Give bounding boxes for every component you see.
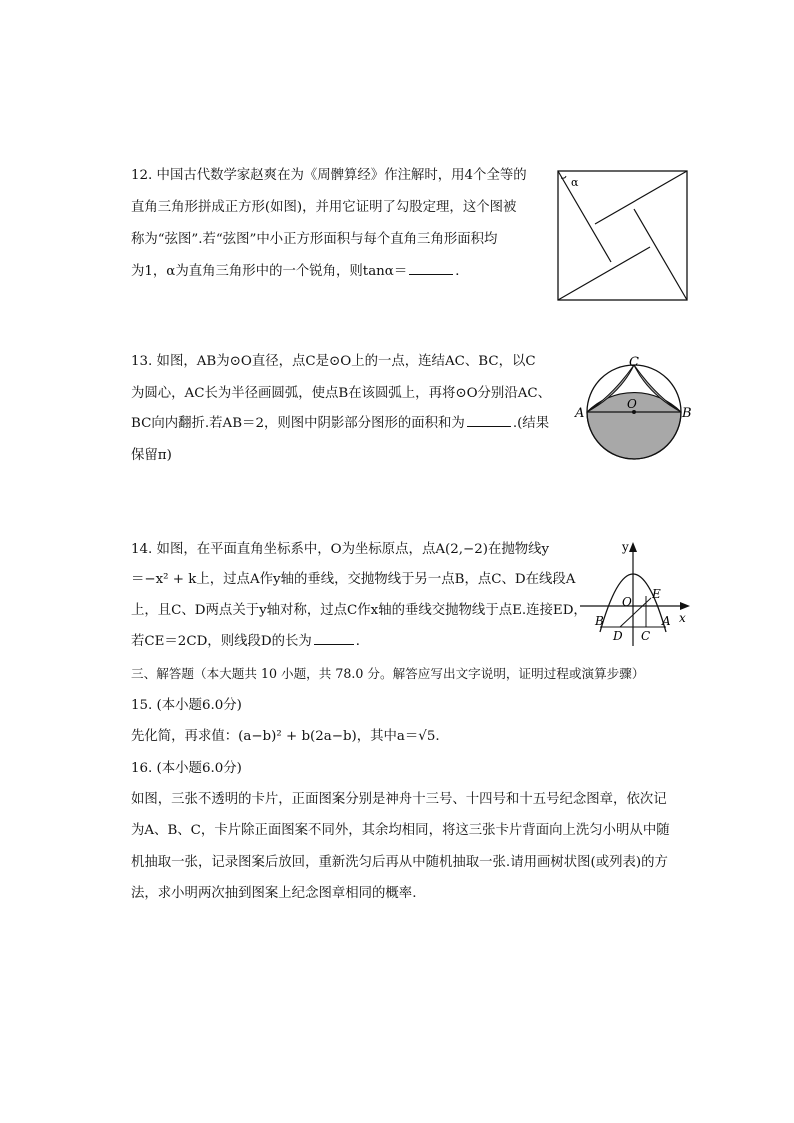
q15-text: 先化简，再求值：(a−b)² + b(2a−b)，其中a＝√5. xyxy=(131,729,440,744)
section-3-heading: 三、解答题（本大题共 10 小题，共 78.0 分。解答应写出文字说明，证明过程或演算步骤） xyxy=(131,666,645,681)
xian-diagram-figure xyxy=(557,170,689,302)
q13-line-3-end: .(结果 xyxy=(512,416,550,431)
alpha-label: α xyxy=(571,176,579,189)
q13-line-4: 保留π) xyxy=(131,448,172,463)
triangle-side-2 xyxy=(595,171,687,224)
q16-line-3: 机抽取一张，记录图案后放回，重新洗匀后再从中随机抽取一张.请用画树状图(或列表)的方 xyxy=(131,855,668,870)
q16-header: 16. (本小题6.0分) xyxy=(131,761,242,776)
parabola-figure xyxy=(578,538,698,650)
q14-line-2: ＝−x² + k上，过点A作y轴的垂线，交抛物线于另一点B，点C、D在线段A xyxy=(131,572,576,587)
q16-line-1: 如图，三张不透明的卡片，正面图案分别是神舟十三号、十四号和十五号纪念图章，依次记 xyxy=(131,792,667,807)
label-c-point: C xyxy=(641,629,651,643)
label-origin: O xyxy=(622,595,632,609)
label-c: C xyxy=(629,355,639,370)
q14-line-1: 14. 如图，在平面直角坐标系中，O为坐标原点，点A(2,−2)在抛物线y xyxy=(131,542,550,557)
label-b-point: B xyxy=(595,614,604,628)
label-o: O xyxy=(627,397,637,411)
answer-blank-13 xyxy=(467,414,511,427)
answer-blank-14 xyxy=(314,632,354,645)
q12-line-1: 12. 中国古代数学家赵爽在为《周髀算经》作注解时，用4个全等的 xyxy=(131,168,527,183)
answer-blank-12 xyxy=(409,262,453,275)
q13-line-2: 为圆心，AC长为半径画圆弧，使点B在该圆弧上，再将⊙O分别沿AC、 xyxy=(131,386,552,401)
triangle-side-3 xyxy=(634,209,687,300)
x-axis-arrow xyxy=(680,602,690,610)
q13-line-3-text: BC向内翻折.若AB＝2，则图中阴影部分图形的面积和为 xyxy=(131,416,465,431)
q14-line-4-end: ． xyxy=(355,634,370,649)
label-d: D xyxy=(613,629,623,643)
q16-line-2: 为A、B、C，卡片除正面图案不同外，其余均相同，将这三张卡片背面向上洗匀小明从中随 xyxy=(131,823,670,838)
label-a-point: A xyxy=(662,614,671,628)
q12-line-4-end: ． xyxy=(455,264,469,279)
outer-square xyxy=(558,171,687,300)
q15-header: 15. (本小题6.0分) xyxy=(131,698,242,713)
q14-line-4 xyxy=(131,632,369,651)
label-b: B xyxy=(682,406,692,421)
q13-line-1: 13. 如图，AB为⊙O直径，点C是⊙O上的一点，连结AC、BC，以C xyxy=(131,354,536,369)
q12-line-2: 直角三角形拼成正方形(如图)，并用它证明了勾股定理，这个图被 xyxy=(131,200,517,215)
label-a: A xyxy=(575,406,585,421)
q14-line-4-text: 若CE＝2CD，则线段D的长为 xyxy=(131,634,312,649)
q16-line-4: 法，求小明两次抽到图案上纪念图章相同的概率. xyxy=(131,886,417,901)
label-e: E xyxy=(652,587,661,601)
q14-line-3: 上，且C、D两点关于y轴对称，过点C作x轴的垂线交抛物线于点E.连接ED， xyxy=(131,603,587,618)
q12-line-4-text: 为1，α为直角三角形中的一个锐角，则tanα＝ xyxy=(131,264,408,279)
triangle-side-1 xyxy=(558,171,611,262)
q12-line-3: 称为“弦图”.若“弦图”中小正方形面积与每个直角三角形面积均 xyxy=(131,232,498,247)
q13-line-3 xyxy=(131,414,549,433)
triangle-side-4 xyxy=(558,247,650,300)
folded-circle-figure xyxy=(572,354,696,466)
q12-line-4 xyxy=(131,262,469,281)
label-x-axis: x xyxy=(679,611,686,625)
y-axis-arrow xyxy=(629,542,637,552)
label-y-axis: y xyxy=(622,540,629,554)
